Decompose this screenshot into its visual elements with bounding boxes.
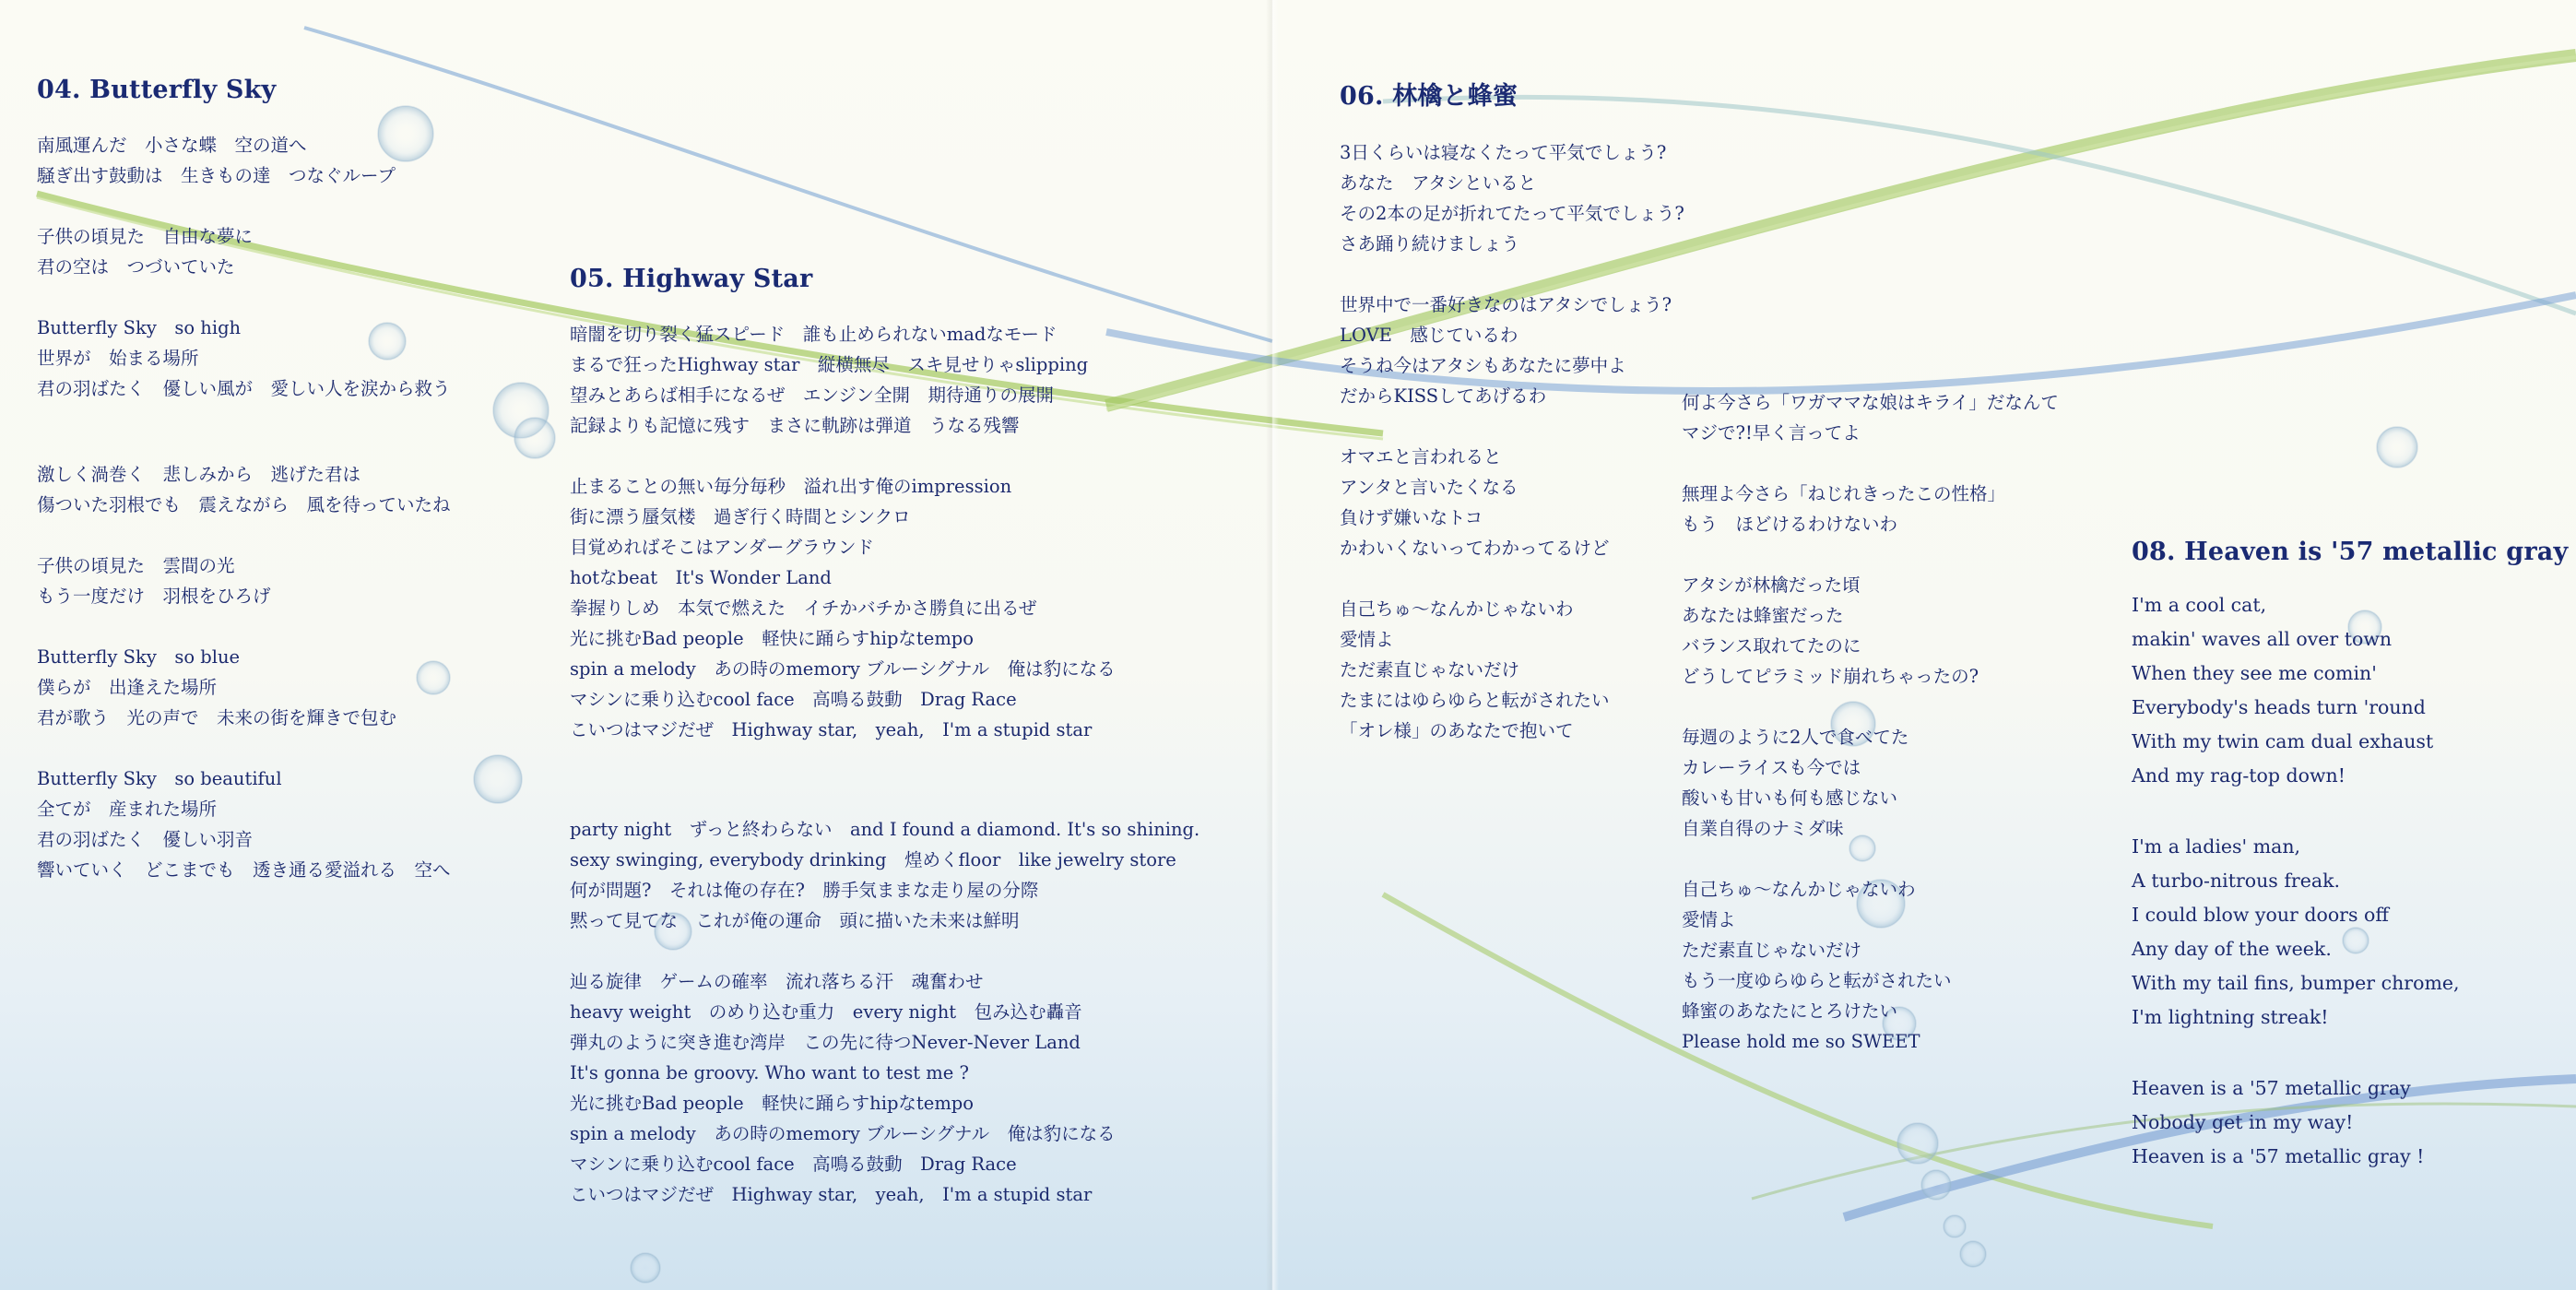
lyric-line: 「オレ様」のあなたで抱いて bbox=[1340, 720, 1574, 741]
lyric-line: Nobody get in my way! bbox=[2132, 1111, 2354, 1133]
stanza bbox=[570, 319, 1199, 441]
lyric-line: makin' waves all over town bbox=[2132, 628, 2393, 650]
song-heaven-is-57-metallic-gray bbox=[2132, 538, 2568, 1204]
song-ringo-to-hachimitsu bbox=[1340, 76, 1684, 776]
stanza bbox=[37, 459, 451, 520]
lyric-line: I'm a cool cat, bbox=[2132, 594, 2267, 616]
lyric-line: 自業自得のナミダ味 bbox=[1682, 818, 1844, 839]
lyric-line: あなた アタシといると bbox=[1340, 172, 1537, 194]
lyric-line: バランス取れてたのに bbox=[1682, 635, 1861, 657]
lyric-line: 負けず嫌いなトコ bbox=[1340, 507, 1483, 528]
lyric-line: And my rag-top down! bbox=[2132, 764, 2346, 787]
lyric-line: Heaven is a '57 metallic gray bbox=[2132, 1077, 2411, 1099]
lyric-line: 世界中で一番好きなのはアタシでしょう? bbox=[1340, 294, 1672, 315]
lyric-line: 騒ぎ出す鼓動は 生きもの達 つなぐループ bbox=[37, 165, 396, 186]
lyric-line: 君の羽ばたく 優しい羽音 bbox=[37, 829, 254, 850]
stanza bbox=[37, 130, 451, 191]
lyric-line: 傷ついた羽根でも 震えながら 風を待っていたね bbox=[37, 494, 451, 515]
stanza bbox=[570, 814, 1199, 936]
stanza bbox=[2132, 588, 2568, 793]
stanza bbox=[37, 763, 451, 885]
lyric-line: まるで狂ったHighway star 縦横無尽 スキ見せりゃslipping bbox=[570, 354, 1089, 375]
lyric-line: 何が問題? それは俺の存在? 勝手気ままな走り屋の分際 bbox=[570, 880, 1039, 901]
song-butterfly-sky bbox=[37, 76, 451, 916]
lyric-line: マジで?!早く言ってよ bbox=[1682, 422, 1861, 444]
lyric-line: Butterfly Sky so beautiful bbox=[37, 768, 282, 789]
lyric-line: そうね今はアタシもあなたに夢中よ bbox=[1340, 355, 1626, 376]
lyric-line: 望みとあらば相手になるぜ エンジン全開 期待通りの展開 bbox=[570, 385, 1054, 406]
lyric-line: 子供の頃見た 自由な夢に bbox=[37, 226, 254, 247]
lyric-line: 蜂蜜のあなたにとろけたい bbox=[1682, 1000, 1898, 1022]
stanza bbox=[1340, 137, 1684, 259]
lyric-line: 愛情よ bbox=[1682, 909, 1736, 930]
lyric-line: アタシが林檎だった頃 bbox=[1682, 574, 1861, 596]
lyric-line: ただ素直じゃないだけ bbox=[1682, 940, 1862, 961]
stanza bbox=[1682, 479, 2059, 539]
lyric-line: もう一度ゆらゆらと転がされたい bbox=[1682, 970, 1952, 991]
lyric-line: I'm a ladies' man, bbox=[2132, 835, 2301, 858]
lyric-line: 光に挑むBad people 軽快に踊らすhipなtempo bbox=[570, 1093, 975, 1114]
stanza bbox=[37, 642, 451, 733]
lyric-line: With my twin cam dual exhaust bbox=[2132, 730, 2434, 752]
lyric-line: With my tail fins, bumper chrome, bbox=[2132, 972, 2460, 994]
lyric-line: マシンに乗り込むcool face 高鳴る鼓動 Drag Race bbox=[570, 1154, 1017, 1175]
lyric-line: ただ素直じゃないだけ bbox=[1340, 659, 1520, 681]
song-title: 04. Butterfly Sky bbox=[37, 76, 277, 104]
song-highway-star bbox=[570, 265, 1199, 1240]
lyric-line: I could blow your doors off bbox=[2132, 904, 2389, 926]
lyric-line: 南風運んだ 小さな蝶 空の道へ bbox=[37, 135, 307, 156]
lyric-line: カレーライスも今では bbox=[1682, 757, 1861, 778]
lyric-line: 子供の頃見た 雲間の光 bbox=[37, 555, 235, 576]
lyric-line: 君の羽ばたく 優しい風が 愛しい人を涙から救う bbox=[37, 378, 451, 399]
lyric-line: マシンに乗り込むcool face 高鳴る鼓動 Drag Race bbox=[570, 689, 1017, 710]
lyric-line: もう ほどけるわけないわ bbox=[1682, 514, 1898, 535]
stanza bbox=[2132, 830, 2568, 1035]
stanza bbox=[37, 221, 451, 282]
lyric-line: 何よ今さら「ワガママな娘はキライ」だなんて bbox=[1682, 392, 2059, 413]
lyric-line: もう一度だけ 羽根をひろげ bbox=[37, 586, 271, 607]
lyric-line: こいつはマジだぜ Highway star, yeah, I'm a stupid star bbox=[570, 1184, 1093, 1205]
lyric-line: hotなbeat It's Wonder Land bbox=[570, 567, 832, 588]
lyric-line: さあ踊り続けましょう bbox=[1340, 233, 1520, 254]
song-title: 08. Heaven is '57 metallic gray bbox=[2132, 538, 2569, 566]
stanza bbox=[570, 471, 1199, 745]
lyric-line: Heaven is a '57 metallic gray ! bbox=[2132, 1145, 2425, 1167]
stanza bbox=[2132, 1071, 2568, 1174]
song-title: 06. 林檎と蜂蜜 bbox=[1340, 82, 1518, 111]
lyric-line: あなたは蜂蜜だった bbox=[1682, 605, 1844, 626]
lyric-line: 暗闇を切り裂く猛スピード 誰も止められないmadなモード bbox=[570, 324, 1058, 345]
stanza bbox=[1340, 290, 1684, 411]
lyric-line: 毎週のように2人で食べてた bbox=[1682, 727, 1909, 748]
lyric-line: 記録よりも記憶に残す まさに軌跡は弾道 うなる残響 bbox=[570, 415, 1020, 436]
lyric-line: どうしてピラミッド崩れちゃったの? bbox=[1682, 666, 1979, 687]
lyric-line: その2本の足が折れてたって平気でしょう? bbox=[1340, 203, 1684, 224]
stanza bbox=[570, 966, 1199, 1210]
lyric-line: アンタと言いたくなる bbox=[1340, 477, 1518, 498]
lyric-line: spin a melody あの時のmemory ブルーシグナル 俺は豹になる bbox=[570, 1123, 1116, 1144]
lyric-line: 目覚めればそこはアンダーグラウンド bbox=[570, 537, 874, 558]
lyric-line: 自己ちゅ～なんかじゃないわ bbox=[1682, 879, 1916, 900]
stanza bbox=[1340, 594, 1684, 746]
stanza bbox=[1682, 722, 2059, 844]
stanza bbox=[1682, 387, 2059, 448]
lyric-line: 激しく渦巻く 悲しみから 逃げた君は bbox=[37, 464, 361, 485]
stanza bbox=[37, 550, 451, 611]
lyric-line: こいつはマジだぜ Highway star, yeah, I'm a stupid star bbox=[570, 719, 1093, 740]
stanza bbox=[1682, 570, 2059, 692]
lyric-line: 拳握りしめ 本気で燃えた イチかバチかさ勝負に出るぜ bbox=[570, 598, 1037, 619]
lyric-line: 自己ちゅ～なんかじゃないわ bbox=[1340, 598, 1574, 620]
lyric-line: A turbo-nitrous freak. bbox=[2132, 870, 2341, 892]
lyric-line: It's gonna be groovy. Who want to test me ? bbox=[570, 1062, 969, 1083]
lyric-line: オマエと言われると bbox=[1340, 446, 1502, 467]
song-ringo-to-hachimitsu-continued bbox=[1682, 387, 2059, 1087]
lyric-line: 酸いも甘いも何も感じない bbox=[1682, 787, 1898, 809]
lyric-line: 僕らが 出逢えた場所 bbox=[37, 677, 218, 698]
lyric-line: When they see me comin' bbox=[2132, 662, 2377, 684]
lyric-line: かわいくないってわかってるけど bbox=[1340, 538, 1610, 559]
lyric-line: party night ずっと終わらない and I found a diamond. It's so shining. bbox=[570, 819, 1200, 840]
lyric-line: 世界が 始まる場所 bbox=[37, 348, 199, 369]
lyric-line: Butterfly Sky so high bbox=[37, 317, 242, 338]
lyric-line: 光に挑むBad people 軽快に踊らすhipなtempo bbox=[570, 628, 975, 649]
stanza bbox=[37, 313, 451, 404]
lyric-line: 愛情よ bbox=[1340, 629, 1394, 650]
lyric-line: 街に漂う蜃気楼 過ぎ行く時間とシンクロ bbox=[570, 506, 911, 527]
lyric-line: 君が歌う 光の声で 未来の街を輝きで包む bbox=[37, 707, 397, 728]
lyric-line: spin a melody あの時のmemory ブルーシグナル 俺は豹になる bbox=[570, 658, 1116, 680]
lyric-line: Butterfly Sky so blue bbox=[37, 646, 241, 668]
lyric-line: 全てが 産まれた場所 bbox=[37, 799, 218, 820]
booklet-fold bbox=[1266, 0, 1279, 1290]
lyric-line: heavy weight のめり込む重力 every night 包み込む轟音 bbox=[570, 1001, 1082, 1023]
lyric-line: 響いていく どこまでも 透き通る愛溢れる 空へ bbox=[37, 859, 451, 881]
song-title: 05. Highway Star bbox=[570, 265, 813, 293]
lyric-line: 無理よ今さら「ねじれきったこの性格」 bbox=[1682, 483, 2006, 504]
lyric-line: I'm lightning streak! bbox=[2132, 1006, 2329, 1028]
lyric-line: LOVE 感じているわ bbox=[1340, 325, 1518, 346]
lyric-line: たまにはゆらゆらと転がされたい bbox=[1340, 690, 1610, 711]
lyric-line: だからKISSしてあげるわ bbox=[1340, 385, 1547, 407]
lyric-line: 君の空は つづいていた bbox=[37, 256, 235, 278]
stanza bbox=[1340, 442, 1684, 563]
lyric-line: Please hold me so SWEET bbox=[1682, 1031, 1920, 1052]
lyric-line: 弾丸のように突き進む湾岸 この先に待つNever-Never Land bbox=[570, 1032, 1081, 1053]
lyric-line: 止まることの無い毎分毎秒 溢れ出す俺のimpression bbox=[570, 476, 1012, 497]
stanza bbox=[1682, 874, 2059, 1057]
lyric-line: 3日くらいは寝なくたって平気でしょう? bbox=[1340, 142, 1667, 163]
lyric-line: 辿る旋律 ゲームの確率 流れ落ちる汗 魂奮わせ bbox=[570, 971, 984, 992]
lyric-line: sexy swinging, everybody drinking 煌めくfloor like jewelry store bbox=[570, 849, 1176, 870]
lyric-line: 黙って見てな これが俺の運命 頭に描いた未来は鮮明 bbox=[570, 910, 1020, 931]
lyric-line: Any day of the week. bbox=[2132, 938, 2332, 960]
lyric-line: Everybody's heads turn 'round bbox=[2132, 696, 2426, 718]
